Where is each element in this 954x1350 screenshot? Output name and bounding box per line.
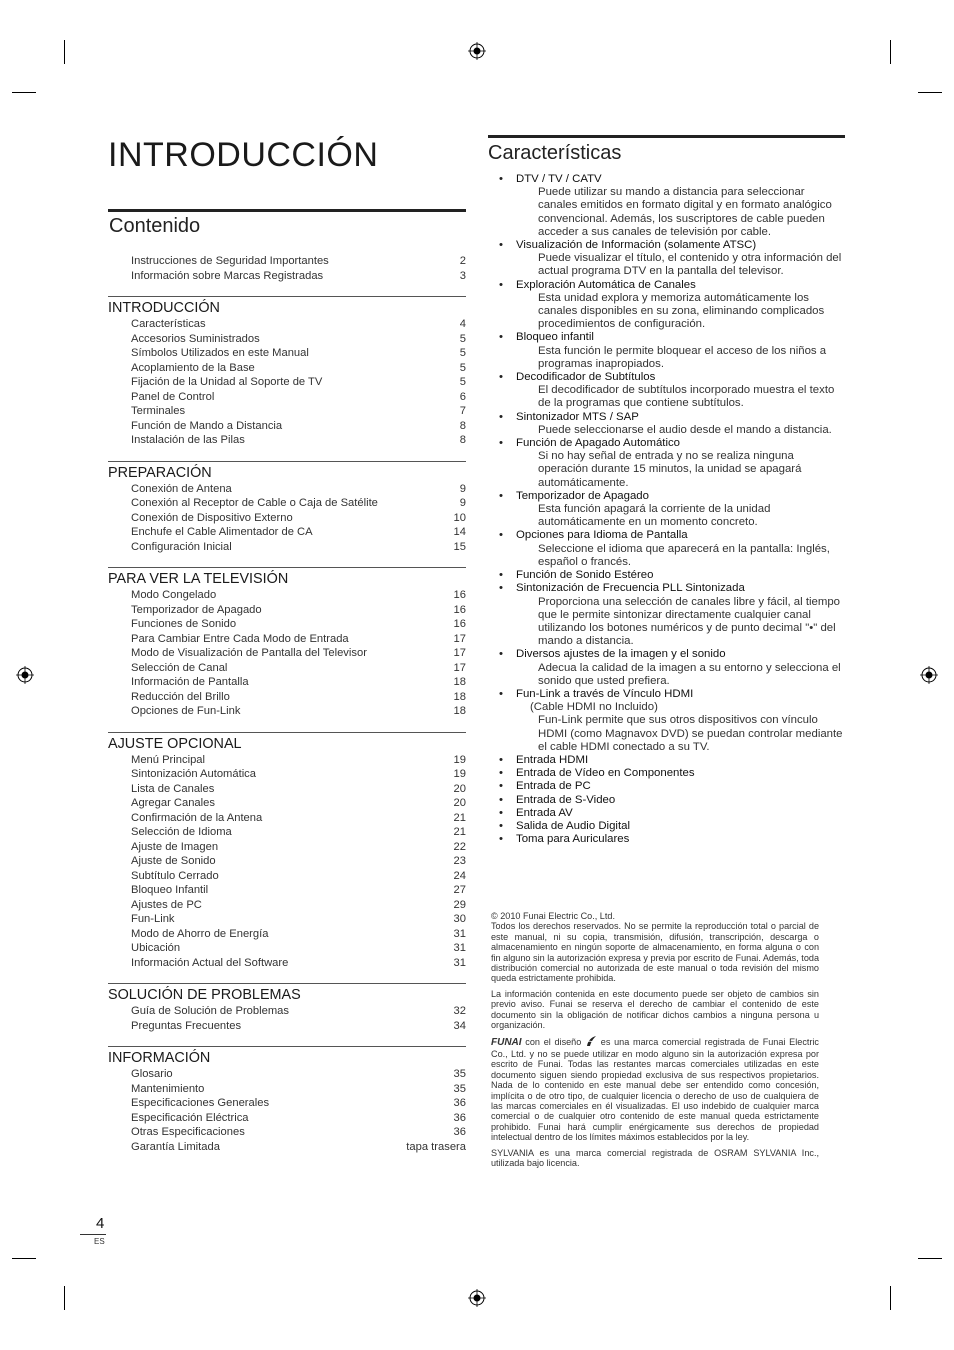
divider <box>80 1234 106 1235</box>
bullet-icon: • <box>499 648 503 661</box>
feature-label: Decodificador de Subtítulos <box>516 371 656 384</box>
page-number: 4 <box>96 1215 105 1232</box>
crop-mark <box>890 1286 891 1310</box>
toc-entry-page: 21 <box>453 826 466 838</box>
toc-entry-label: Glosario <box>131 1068 173 1080</box>
crop-mark <box>918 1258 942 1259</box>
feature-description: Adecua la calidad de la imagen a su entorno y selecciona el sonido que usted prefiera. <box>538 661 841 687</box>
toc-entry <box>108 704 466 719</box>
toc-entry-page: 8 <box>459 434 466 446</box>
feature-label: Entrada de PC <box>516 780 591 793</box>
toc-section <box>108 1046 466 1154</box>
toc-entry <box>108 1082 466 1097</box>
toc-entry-page: 36 <box>453 1097 466 1109</box>
toc-entry-page: 19 <box>453 753 466 766</box>
feature-description: Puede seleccionarse el audio desde el mando a distancia. <box>538 423 832 436</box>
toc-entry-label: Otras Especificaciones <box>131 1126 245 1138</box>
toc-entry-label: Panel de Control <box>131 390 215 403</box>
toc-entry-page: tapa trasera <box>406 1140 466 1153</box>
toc-section-title: PARA VER LA TELEVISIÓN <box>108 571 289 587</box>
toc-entry-page: 30 <box>453 913 466 925</box>
registration-mark-icon <box>920 666 938 684</box>
sylvania-text: SYLVANIA es una marca comercial registrada de OSRAM SYLVANIA Inc., utilizada bajo licencia. <box>491 1147 819 1168</box>
toc-entry-label: Instrucciones de Seguridad Importantes <box>131 255 329 267</box>
toc-entry-label: Modo Congelado <box>131 589 217 601</box>
bullet-icon: • <box>499 239 503 252</box>
crop-mark <box>890 40 891 64</box>
toc-entry-page: 23 <box>453 855 466 867</box>
toc-entry-page: 14 <box>453 526 466 538</box>
toc-entry-page: 31 <box>453 956 466 969</box>
toc-section-title: PREPARACIÓN <box>108 464 212 481</box>
bullet-icon: • <box>499 331 503 344</box>
toc-entry <box>108 675 466 690</box>
toc-entry <box>108 912 466 927</box>
bullet-icon: • <box>499 569 503 582</box>
toc-entry <box>108 1067 466 1082</box>
toc-entry-page: 18 <box>453 690 466 703</box>
feature-label: Exploración Automática de Canales <box>516 278 696 291</box>
toc-entry-label: Ajustes de PC <box>131 898 202 911</box>
toc-entry-label: Subtítulo Cerrado <box>131 869 219 882</box>
crop-mark <box>12 92 36 93</box>
toc-entry <box>108 927 466 942</box>
toc-entry <box>108 361 466 376</box>
feature-item <box>488 820 845 833</box>
toc-entry <box>108 603 466 618</box>
toc-entry-page: 17 <box>453 647 466 659</box>
divider <box>108 461 466 462</box>
feature-description: Fun-Link permite que sus otros dispositivos con vínculo HDMI (como Magnavox DVD) se puedan controlar mediante el cable HDMI conectado a su TV. <box>538 714 843 753</box>
toc-entry <box>108 854 466 869</box>
toc-entry-page: 20 <box>453 797 466 809</box>
toc-entry <box>108 346 466 361</box>
toc-entry <box>108 796 466 811</box>
toc-entry-label: Enchufe el Cable Alimentador de CA <box>131 526 313 538</box>
feature-item <box>488 490 845 530</box>
toc-entry <box>108 390 466 405</box>
feature-label: Sintonización de Frecuencia PLL Sintonizada <box>516 582 745 595</box>
toc-entry-page: 8 <box>459 419 466 432</box>
toc-entry-page: 4 <box>459 318 466 330</box>
feature-item <box>488 331 845 371</box>
language-code: ES <box>94 1237 105 1246</box>
toc-entry-label: Sintonización Automática <box>131 768 257 780</box>
toc-entry-page: 9 <box>459 482 466 495</box>
toc-section-title: INFORMACIÓN <box>108 1050 211 1066</box>
feature-item <box>488 371 845 411</box>
crop-mark <box>64 40 65 64</box>
toc-entry <box>108 511 466 526</box>
feature-item <box>488 582 845 648</box>
toc-entry-label: Configuración Inicial <box>131 540 232 553</box>
funai-logo: FUNAI <box>491 1037 522 1049</box>
feature-label: Opciones para Idioma de Pantalla <box>516 529 688 542</box>
toc-section <box>108 461 466 555</box>
toc-entry-label: Terminales <box>131 405 186 417</box>
feature-item <box>488 794 845 807</box>
toc-entry-label: Especificación Eléctrica <box>131 1111 249 1124</box>
feature-item <box>488 648 845 688</box>
feature-description: Esta unidad explora y memoriza automáticamente los canales disponibles en su zona, eliminando complicados procedimientos de configuración. <box>538 291 825 331</box>
toc-entry-label: Símbolos Utilizados en este Manual <box>131 347 309 359</box>
feature-label: Diversos ajustes de la imagen y el sonido <box>516 648 726 661</box>
toc-entry <box>108 941 466 956</box>
registration-mark-icon <box>468 1289 486 1307</box>
feature-description: El decodificador de subtítulos incorporado muestra el texto de la programas que contiene subtítulos. <box>538 384 835 410</box>
feature-label: Entrada de Vídeo en Componentes <box>516 767 695 780</box>
toc-entry-page: 5 <box>459 361 466 374</box>
toc-entry <box>108 317 466 332</box>
toc-entry-label: Reducción del Brillo <box>131 690 230 703</box>
feature-description: Esta función apagará la corriente de la unidad automáticamente en un momento concreto. <box>538 503 771 529</box>
toc-entry <box>108 525 466 540</box>
toc-entry-page: 24 <box>453 869 466 882</box>
feature-label: Función de Apagado Automático <box>516 437 681 450</box>
toc-entry <box>108 811 466 826</box>
bullet-icon: • <box>499 767 503 780</box>
feature-item <box>488 529 845 569</box>
toc-entry <box>108 767 466 782</box>
toc-entry-page: 19 <box>453 768 466 780</box>
feature-item <box>488 437 845 490</box>
funai-design-logo-icon <box>585 1035 597 1047</box>
toc-entry-label: Información sobre Marcas Registradas <box>131 269 324 282</box>
toc-entry <box>108 540 466 555</box>
toc-entry <box>108 898 466 913</box>
toc-entry-label: Funciones de Sonido <box>131 618 237 630</box>
divider <box>108 1046 466 1047</box>
feature-label: Entrada AV <box>516 806 573 819</box>
toc-entry-page: 10 <box>453 511 466 524</box>
toc-entry-page: 21 <box>453 811 466 824</box>
toc-entry-page: 3 <box>459 269 466 282</box>
feature-item <box>488 833 845 846</box>
toc-entry-label: Conexión de Dispositivo Externo <box>131 511 293 524</box>
registration-mark-icon <box>16 666 34 684</box>
feature-item <box>488 807 845 820</box>
toc-entry-label: Características <box>131 318 206 330</box>
crop-mark <box>918 92 942 93</box>
toc-entry <box>108 1125 466 1140</box>
toc-entry-page: 36 <box>453 1111 466 1124</box>
feature-note: (Cable HDMI no Incluido) <box>530 701 658 714</box>
feature-label: Función de Sonido Estéreo <box>516 569 654 582</box>
toc-entry-page: 36 <box>453 1126 466 1138</box>
toc-entry <box>108 332 466 347</box>
feature-description: Puede utilizar su mando a distancia para seleccionar canales emitidos en formato digital y en formato analógico convencional. Además, los suscriptores de cable pueden acceder a sus canales de televisión por cable. <box>538 186 832 238</box>
bullet-icon: • <box>499 582 503 595</box>
toc-section <box>108 567 466 719</box>
feature-label: Bloqueo infantil <box>516 331 594 344</box>
toc-entry-page: 16 <box>453 618 466 630</box>
toc-entry <box>108 646 466 661</box>
toc-entry <box>108 1111 466 1126</box>
page-title: INTRODUCCIÓN <box>108 136 379 174</box>
toc-entry-page: 7 <box>459 405 466 417</box>
legal-notice <box>491 911 819 1173</box>
funai-trademark-text: es una marca comercial registrada de Funai Electric Co., Ltd. y no se puede utilizar en modo alguno sin la autorización expresa por escrito de Funai. Todas las restantes marcas comerciales utilizadas en este documento siguen siendo propiedad exclusiva de sus respectivos propietarios. Nada de lo contenido en este manual debe ser entendido como concesión, implícita o de otro tipo, de cualquier licencia o derecho de uso de cualquiera de las marcas comerciales en él visualizadas. El uso indebido de cualquier marca comercial o de cualquier otro contenido de este manual queda estrictamente prohibido. Funai hará cumplir enérgicamente sus derechos de propiedad intelectual dentro de los límites máximos establecidos por la ley. <box>491 1037 819 1143</box>
toc-entry <box>108 254 466 269</box>
toc-entry-label: Confirmación de la Antena <box>131 811 263 824</box>
toc-entry-label: Mantenimiento <box>131 1082 205 1095</box>
toc-entry-label: Fun-Link <box>131 913 175 925</box>
toc-entry-label: Selección de Idioma <box>131 826 232 838</box>
toc-entry-label: Información de Pantalla <box>131 676 249 688</box>
feature-description: Seleccione el idioma que aparecerá en la pantalla: Inglés, español o francés. <box>538 542 830 568</box>
feature-item <box>488 688 845 754</box>
toc-entry-page: 2 <box>459 255 466 267</box>
feature-item <box>488 239 845 279</box>
bullet-icon: • <box>499 173 503 185</box>
toc-section-title: INTRODUCCIÓN <box>108 300 220 316</box>
feature-item <box>488 780 845 793</box>
contents-title: Contenido <box>109 215 201 237</box>
bullet-icon: • <box>499 278 503 291</box>
feature-description: Puede visualizar el título, el contenido y otra información del actual programa DTV en la pantalla del televisor. <box>538 252 842 278</box>
crop-mark <box>64 1286 65 1310</box>
toc-section <box>108 296 466 448</box>
toc-sections <box>108 296 466 1154</box>
divider <box>108 567 466 568</box>
bullet-icon: • <box>499 806 503 819</box>
feature-item <box>488 767 845 780</box>
toc-entry <box>108 496 466 511</box>
toc-entry <box>108 588 466 603</box>
toc-entry <box>108 433 466 448</box>
toc-entry-page: 9 <box>459 497 466 509</box>
funai-design-text: con el diseño <box>525 1037 582 1048</box>
toc-entry-page: 16 <box>453 589 466 601</box>
toc-entry-label: Conexión al Receptor de Cable o Caja de Satélite <box>131 497 378 509</box>
feature-item <box>488 754 845 767</box>
toc-entry-label: Ajuste de Imagen <box>131 840 219 853</box>
toc-entry <box>108 840 466 855</box>
toc-entry-label: Fijación de la Unidad al Soporte de TV <box>131 376 323 388</box>
feature-label: DTV / TV / CATV <box>516 173 602 185</box>
copyright-line: © 2010 Funai Electric Co., Ltd. <box>491 911 615 921</box>
toc-entry-page: 15 <box>453 540 466 553</box>
toc-entry <box>108 1019 466 1034</box>
feature-item <box>488 279 845 332</box>
feature-label: Fun-Link a través de Vínculo HDMI <box>516 687 694 700</box>
toc-entry <box>108 782 466 797</box>
features-list <box>488 173 845 846</box>
toc-section-title: SOLUCIÓN DE PROBLEMAS <box>108 987 301 1003</box>
toc-entry-label: Opciones de Fun-Link <box>131 705 241 717</box>
toc-entry <box>108 375 466 390</box>
toc-entry-page: 22 <box>453 840 466 853</box>
toc-entry-page: 5 <box>459 347 466 359</box>
feature-description: Esta función le permite bloquear el acceso de los niños a programas inapropiados. <box>538 344 827 370</box>
toc-entry-page: 18 <box>453 705 466 717</box>
toc-entry-page: 18 <box>453 676 466 688</box>
toc-entry-label: Ubicación <box>131 942 181 954</box>
bullet-icon: • <box>499 371 503 384</box>
toc-entry-label: Lista de Canales <box>131 782 215 795</box>
toc-entry-label: Información Actual del Software <box>131 956 289 969</box>
bullet-icon: • <box>499 437 503 450</box>
feature-item <box>488 411 845 437</box>
toc-entry-label: Bloqueo Infantil <box>131 884 209 896</box>
bullet-icon: • <box>499 489 503 502</box>
toc-entry <box>108 419 466 434</box>
toc-entry-label: Accesorios Suministrados <box>131 332 260 345</box>
crop-mark <box>12 1258 36 1259</box>
feature-item <box>488 569 845 582</box>
toc-section-title: AJUSTE OPCIONAL <box>108 735 242 752</box>
feature-label: Toma para Auriculares <box>516 833 630 846</box>
toc-entry-label: Garantía Limitada <box>131 1140 220 1153</box>
toc-entry-label: Selección de Canal <box>131 661 228 674</box>
toc-entry <box>108 404 466 419</box>
bullet-icon: • <box>499 753 503 766</box>
feature-description: Si no hay señal de entrada y no se realiza ninguna operación durante 15 minutos, la unidad se apagará automáticamente. <box>538 450 802 489</box>
toc-entry-label: Agregar Canales <box>131 797 215 809</box>
toc-entry-page: 34 <box>453 1019 466 1032</box>
toc-entry-page: 5 <box>459 332 466 345</box>
feature-label: Temporizador de Apagado <box>516 489 649 502</box>
toc-entry-label: Guía de Solución de Problemas <box>131 1005 289 1017</box>
bullet-icon: • <box>499 410 503 423</box>
toc-entry-page: 16 <box>453 603 466 616</box>
info-change-text: La información contenida en este documento puede ser objeto de cambios sin previo aviso. Funai se reserva el derecho de cambiar el contenido de este documento sin la obligación de notificar dichos cambios a ninguna persona u organización. <box>491 988 819 1031</box>
toc-section <box>108 983 466 1033</box>
toc-entry <box>108 617 466 632</box>
toc-entry <box>108 1004 466 1019</box>
rights-text: Todos los derechos reservados. No se permite la reproducción total o parcial de este manual, ni su copia, transmisión, difusión, transcripción, descarga o almacenamiento en ningún soporte de almacenamiento, en forma alguna o con fin alguno sin la autorización expresa y previa por escrito de Funai. Además, toda distribución comercial no autorizada de este manual o toda revisión del mismo queda estrictamente prohibida. <box>491 921 819 984</box>
toc-entry-label: Especificaciones Generales <box>131 1097 270 1109</box>
toc-entry-page: 17 <box>453 661 466 674</box>
toc-entry-page: 6 <box>459 390 466 403</box>
feature-label: Entrada HDMI <box>516 753 589 766</box>
toc-entry-label: Temporizador de Apagado <box>131 603 262 616</box>
toc-entry <box>108 482 466 497</box>
toc-entry-page: 17 <box>453 632 466 645</box>
toc-entry-label: Acoplamiento de la Base <box>131 361 255 374</box>
bullet-icon: • <box>499 833 503 846</box>
divider <box>108 296 466 297</box>
registration-mark-icon <box>468 42 486 60</box>
toc-entry <box>108 825 466 840</box>
toc-entry-label: Instalación de las Pilas <box>131 434 245 446</box>
toc-entry <box>108 632 466 647</box>
toc-entry-page: 5 <box>459 376 466 388</box>
toc-entry <box>108 753 466 768</box>
toc-entry-label: Menú Principal <box>131 753 205 766</box>
toc-entry-label: Ajuste de Sonido <box>131 855 216 867</box>
bullet-icon: • <box>499 687 503 700</box>
toc-entry-label: Preguntas Frecuentes <box>131 1019 242 1032</box>
toc-entry-page: 35 <box>453 1082 466 1095</box>
toc-entry <box>108 883 466 898</box>
divider <box>488 135 845 138</box>
toc-entry-page: 20 <box>453 782 466 795</box>
toc-entry <box>108 269 466 284</box>
toc-intro-list <box>108 254 466 283</box>
feature-label: Sintonizador MTS / SAP <box>516 410 639 423</box>
toc-entry-label: Modo de Visualización de Pantalla del Televisor <box>131 647 367 659</box>
feature-label: Visualización de Información (solamente ATSC) <box>516 239 757 252</box>
toc-entry-label: Función de Mando a Distancia <box>131 419 283 432</box>
toc-entry-page: 32 <box>453 1005 466 1017</box>
feature-item <box>488 173 845 239</box>
divider <box>108 732 466 733</box>
divider <box>108 209 466 212</box>
toc-section <box>108 732 466 971</box>
toc-entry <box>108 869 466 884</box>
toc-entry <box>108 956 466 971</box>
toc-entry-label: Modo de Ahorro de Energía <box>131 927 269 940</box>
toc-entry-page: 27 <box>453 884 466 896</box>
bullet-icon: • <box>499 793 503 806</box>
toc-entry-label: Para Cambiar Entre Cada Modo de Entrada <box>131 632 349 645</box>
features-section <box>488 135 845 846</box>
bullet-icon: • <box>499 780 503 793</box>
toc-entry-page: 35 <box>453 1068 466 1080</box>
toc-entry <box>108 1096 466 1111</box>
toc-entry-label: Conexión de Antena <box>131 482 232 495</box>
features-title: Características <box>488 142 622 164</box>
feature-label: Salida de Audio Digital <box>516 819 630 832</box>
divider <box>108 983 466 984</box>
table-of-contents <box>108 209 466 1154</box>
bullet-icon: • <box>499 819 503 832</box>
toc-entry-page: 31 <box>453 942 466 954</box>
toc-entry <box>108 661 466 676</box>
bullet-icon: • <box>499 529 503 542</box>
toc-entry-page: 29 <box>453 898 466 911</box>
toc-entry-page: 31 <box>453 927 466 940</box>
toc-entry <box>108 1140 466 1155</box>
feature-description: Proporciona una selección de canales libre y fácil, al tiempo que le permite sintonizar directamente cualquier canal utilizando los botones numéricos y de punto decimal "•" del mando a distancia. <box>538 595 841 648</box>
toc-entry <box>108 690 466 705</box>
feature-label: Entrada de S-Video <box>516 793 616 806</box>
